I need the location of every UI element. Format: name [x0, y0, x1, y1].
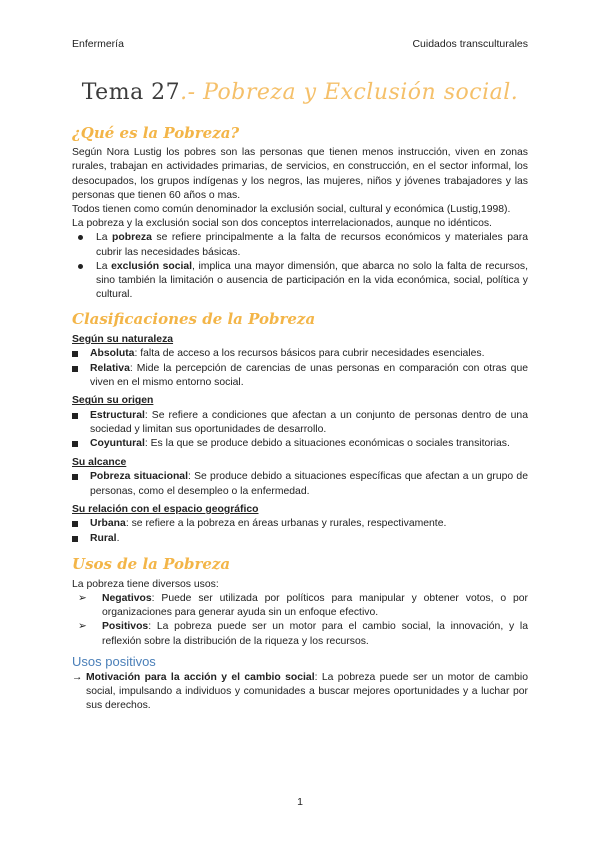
subheading-origen: Según su origen	[72, 395, 154, 407]
list-item: Relativa: Mide la percepción de carencias de unas personas en comparación con otras que viven en el mismo entorno social.	[72, 362, 528, 390]
section-heading-usos: Usos de la Pobreza	[72, 555, 231, 574]
header-subject: Enfermería	[72, 38, 124, 50]
paragraph: La pobreza y la exclusión social son dos conceptos interrelacionados, aunque no idénticos.	[72, 218, 492, 230]
subheading-alcance: Su alcance	[72, 457, 127, 469]
page-number: 1	[297, 796, 303, 808]
bullet-square-icon	[72, 409, 90, 437]
paragraph: Todos tienen como común denominador la exclusión social, cultural y económica (Lustig,1998).	[72, 204, 511, 216]
section-heading-clasificaciones: Clasificaciones de la Pobreza	[72, 310, 316, 329]
list-item: Urbana: se refiere a la pobreza en áreas urbanas y rurales, respectivamente.	[72, 517, 528, 532]
list-item: La pobreza se refiere principalmente a la falta de recursos económicos y materiales para cubrir las necesidades básicas.	[72, 231, 528, 259]
bullet-square-icon	[72, 362, 90, 390]
bullet-square-icon	[72, 470, 90, 498]
document-body	[72, 122, 528, 714]
list-item: Rural.	[72, 532, 528, 547]
bullet-square-icon	[72, 347, 90, 362]
bullet-square-icon	[72, 532, 90, 547]
list-item: Coyuntural: Es la que se produce debido a situaciones económicas o sociales transitorias.	[72, 437, 528, 452]
arrow-right-icon: →	[72, 671, 83, 683]
bullet-square-icon	[72, 437, 90, 452]
arrow-bullet-icon: ➢	[78, 592, 87, 604]
title-prefix: Tema 27	[81, 80, 181, 105]
header-course: Cuidados transculturales	[412, 38, 528, 50]
list-item: La exclusión social, implica una mayor dimensión, que abarca no solo la falta de recursos, sino también la limitación o ausencia de participación en la vida económica, social, política y cultural.	[72, 260, 528, 303]
bullet-square-icon	[72, 517, 90, 532]
paragraph: Según Nora Lustig los pobres son las personas que tienen menos instrucción, viven en zonas rurales, trabajan en actividades primarias, de servicios, en construcción, en el sector informal, los desocupados, los grupos indígenas y los negros, las mujeres, niños y jóvenes trabajadores y las personas que tienen 60 años o mas.	[72, 147, 528, 201]
list-item: → Motivación para la acción y el cambio social: La pobreza puede ser un motor de cambio social, impulsando a individuos y comunidades a buscar mejores oportunidades y a luchar por sus derechos.	[72, 671, 528, 714]
page-title	[0, 80, 600, 105]
subheading-naturaleza: Según su naturaleza	[72, 333, 174, 345]
subheading-espacio-geografico: Su relación con el espacio geográfico	[72, 503, 259, 515]
bullet-dot-icon	[72, 231, 96, 259]
section-heading-usos-positivos: Usos positivos	[72, 653, 156, 669]
list-item: Absoluta: falta de acceso a los recursos básicos para cubrir necesidades esenciales.	[72, 347, 528, 362]
section-heading-que-es: ¿Qué es la Pobreza?	[72, 124, 240, 142]
list-item: ➢ Negativos: Puede ser utilizada por políticos para manipular y obtener votos, o por organizaciones para generar ayuda sin un enfoque efectivo.	[72, 592, 528, 620]
bullet-dot-icon	[72, 260, 96, 303]
list-item: Pobreza situacional: Se produce debido a situaciones específicas que afectan a un grupo de personas, como el desempleo o la enfermedad.	[72, 470, 528, 498]
title-accent: .- Pobreza y Exclusión social.	[180, 80, 519, 105]
list-item: ➢ Positivos: La pobreza puede ser un motor para el cambio social, la innovación, y la reflexión sobre la distribución de la riqueza y los recursos.	[72, 620, 528, 648]
paragraph: La pobreza tiene diversos usos:	[72, 578, 219, 590]
arrow-bullet-icon: ➢	[78, 621, 87, 633]
list-item: Estructural: Se refiere a condiciones que afectan a un conjunto de personas dentro de una sociedad y limitan sus oportunidades de desarrollo.	[72, 409, 528, 437]
